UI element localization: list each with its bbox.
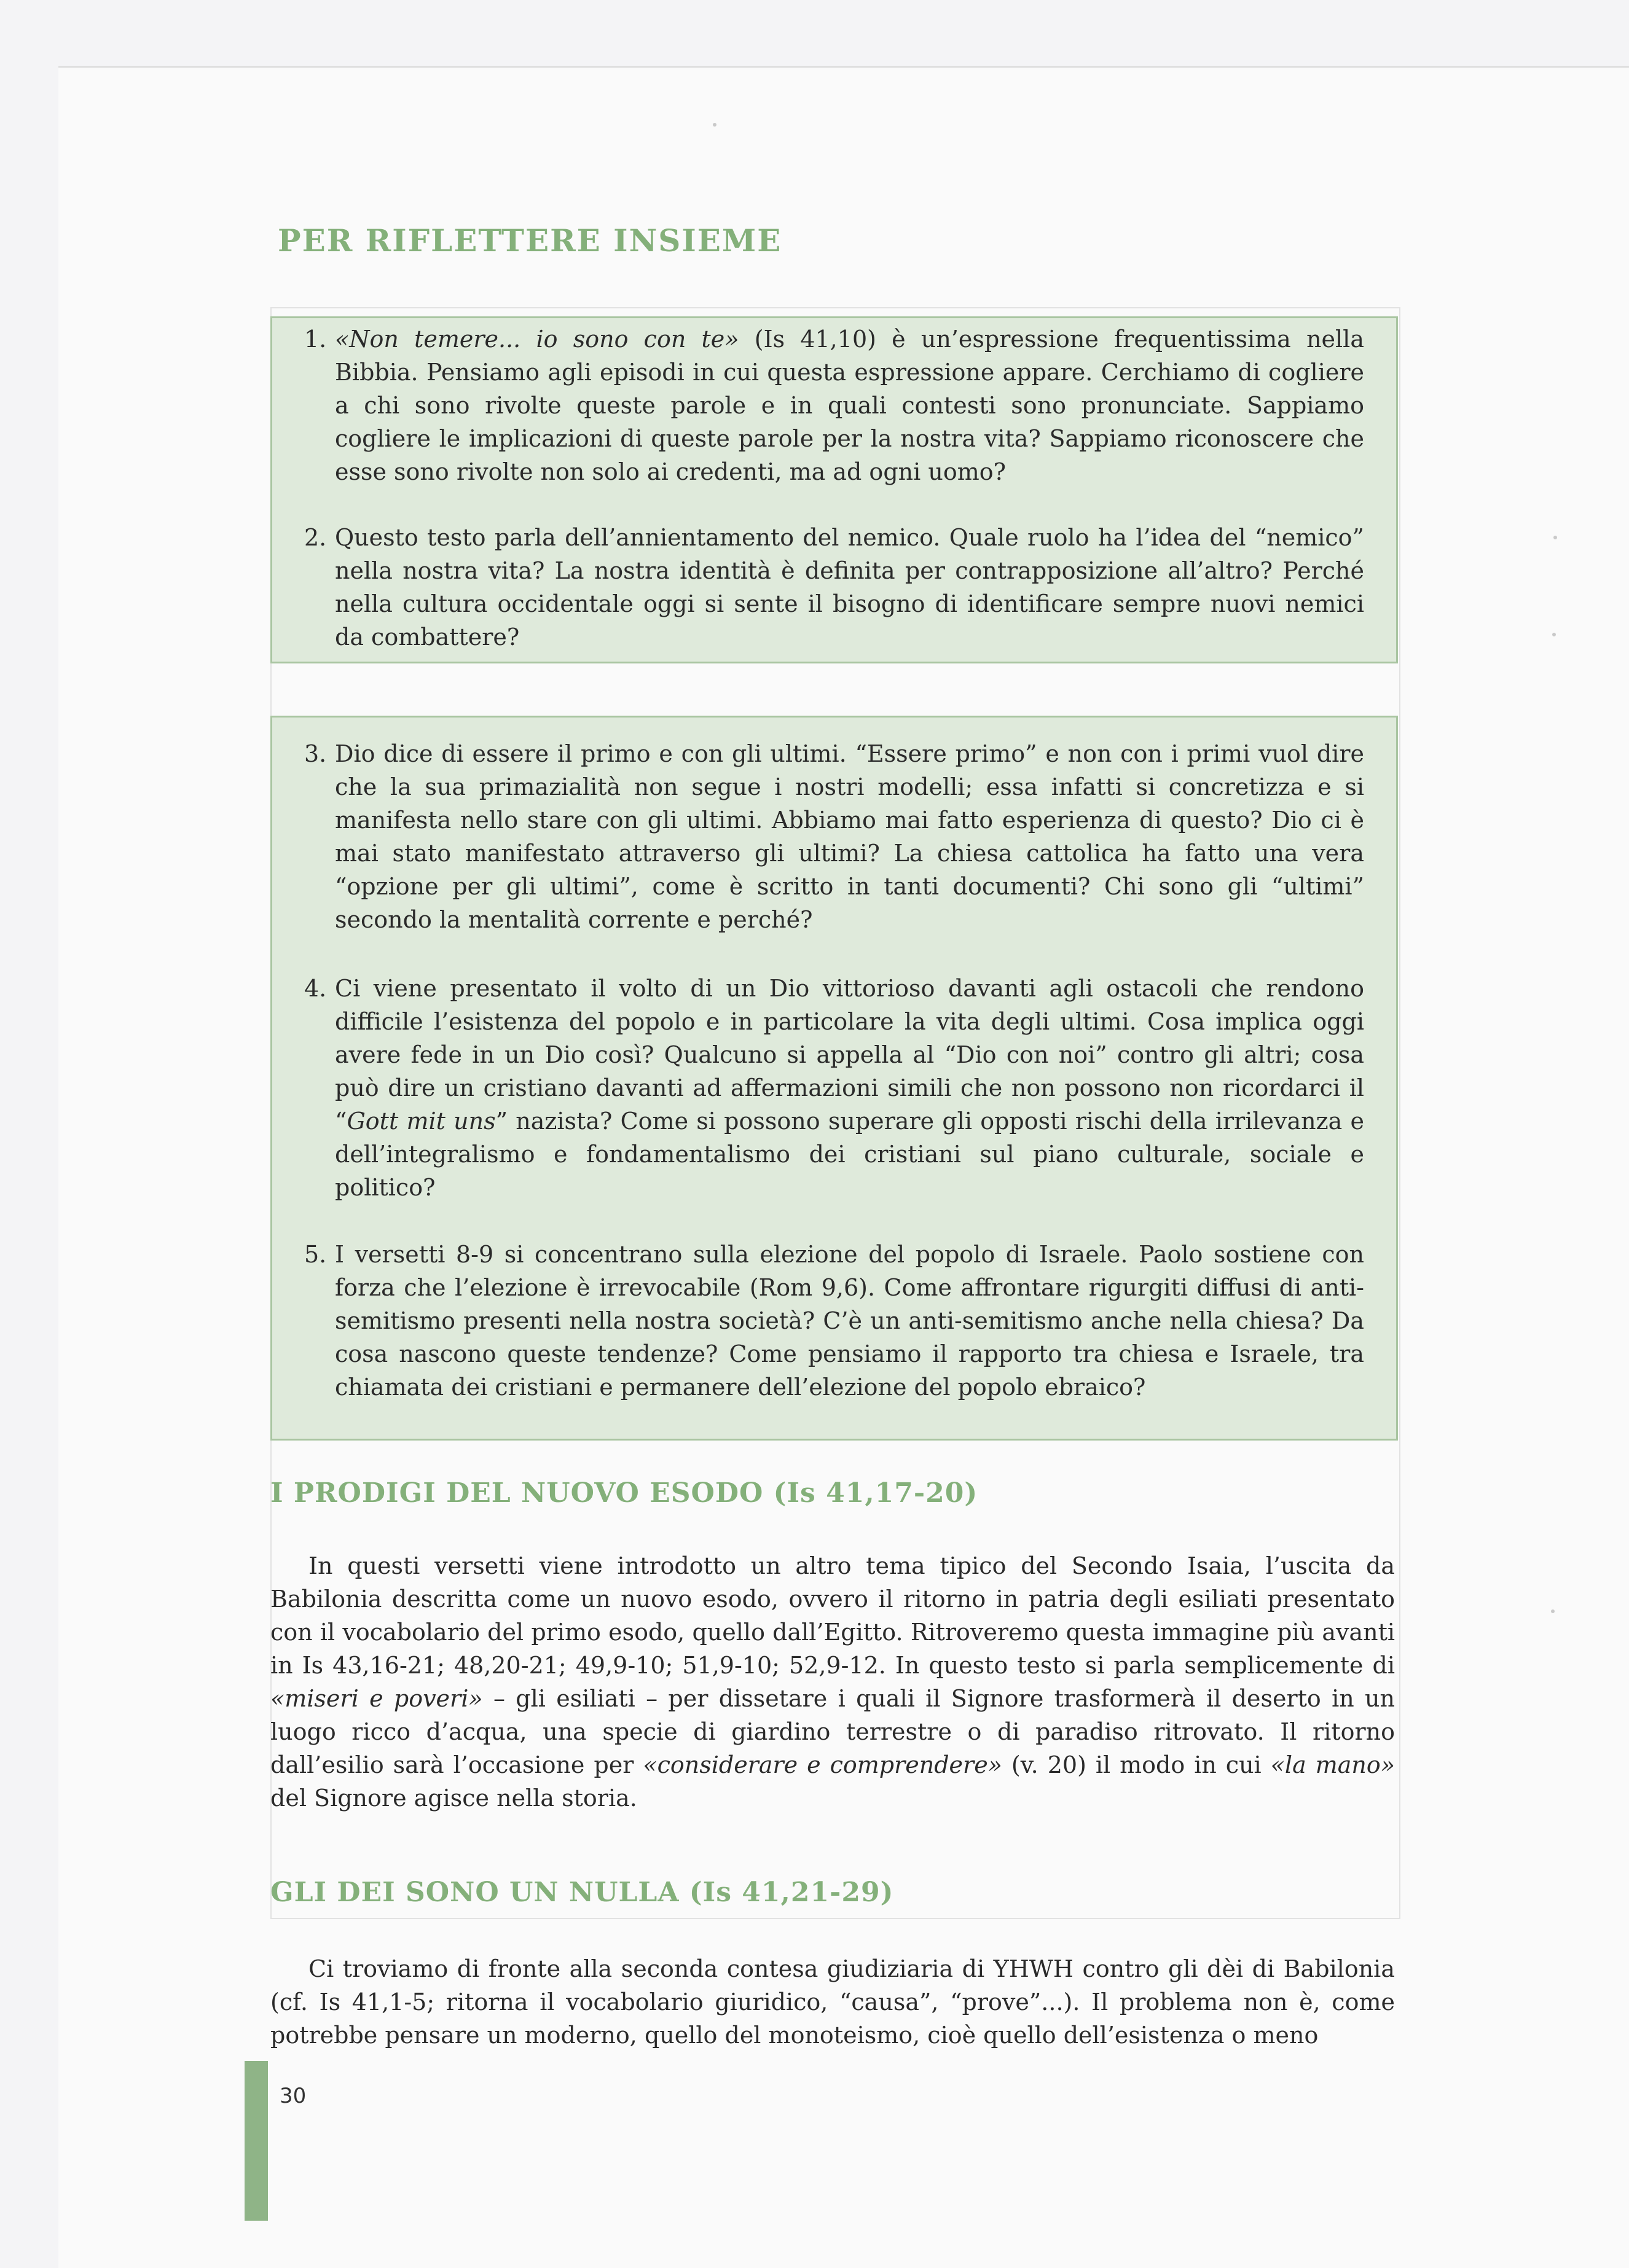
scan-speck [713,123,716,127]
paragraph-quote: «la mano» [1270,1751,1395,1778]
question-2 [304,521,1364,654]
question-quote: «Non temere... io sono con te» [335,326,739,353]
scan-speck [1551,1609,1555,1613]
question-number: 5. [304,1241,327,1268]
paragraph-text: – gli esiliati – per dissetare i quali il Signore trasformerà il deserto in un luogo ricco d’acqua, una specie di giardino terrestre o di paradiso ritrovato. Il ritorno dall’esilio sarà l’occasione per [270,1685,1395,1778]
scan-speck [1553,536,1557,539]
paragraph-quote: «considerare e comprendere» [643,1751,1002,1778]
paragraph-dei: Ci troviamo di fronte alla seconda contesa giudiziaria di YHWH contro gli dèi di Babilonia (cf. Is 41,1-5; ritorna il vocabolario giuridico, “causa”, “prove”...). Il problema non è, come potrebbe pensare un moderno, quello del monoteismo, cioè quello dell’esistenza o meno [270,1955,1395,2049]
scan-speck [1552,633,1556,636]
paragraph-quote: «miseri e poveri» [270,1685,483,1712]
paragraph-text: (v. 20) il modo in cui [1002,1751,1271,1778]
paragraph-text: In questi versetti viene introdotto un altro tema tipico del Secondo Isaia, l’uscita da Babilonia descritta come un nuovo esodo, ovvero il ritorno in patria degli esiliati presentato con il vocabolario del primo esodo, quello dall’Egitto. Ritroveremo questa immagine più avanti in Is 43,16-21; 48,20-21; 49,9-10; 51,9-10; 52,9-12. In questo testo si parla semplicemente di [270,1552,1395,1679]
question-number: 1. [304,326,327,353]
question-text: (Is 41,10) è un’espressione frequentissima nella Bibbia. Pensiamo agli episodi in cui questa espressione appare. Cerchiamo di cogliere a chi sono rivolte queste parole e in quali contesti sono pronunciate. Sappiamo cogliere le implicazioni di queste parole per la nostra vita? Sappiamo riconoscere che esse sono rivolte non solo ai credenti, ma ad ogni uomo? [335,326,1364,485]
question-italic: Gott mit uns [347,1108,496,1135]
page-number: 30 [280,2084,307,2108]
question-1 [304,323,1364,488]
section-title-prodigi: I PRODIGI DEL NUOVO ESODO (Is 41,17-20) [270,1477,978,1509]
question-text-a: Ci viene presentato il volto di un Dio vittorioso davanti agli ostacoli che rendono difficile l’esistenza del popolo e in particolare la vita degli ultimi. Cosa implica oggi avere fede in un Dio così? Qualcuno si appella al “Dio con noi” contro gli altri; cosa può dire un cristiano davanti ad affermazioni simili che non possono non ricordarci il “ [335,975,1364,1135]
question-number: 3. [304,740,327,767]
question-number: 4. [304,975,327,1002]
paragraph-prodigi [270,1549,1395,1815]
question-4 [304,972,1365,1204]
question-3 [304,737,1364,936]
question-5 [304,1238,1364,1404]
section-title-riflettere: PER RIFLETTERE INSIEME [278,222,782,259]
paragraph-text: del Signore agisce nella storia. [270,1785,637,1812]
question-text: Questo testo parla dell’annientamento del nemico. Quale ruolo ha l’idea del “nemico” nella nostra vita? La nostra identità è definita per contrapposizione all’altro? Perché nella cultura occidentale oggi si sente il bisogno di identificare sempre nuovi nemici da combattere? [335,524,1364,651]
page-number-bar [245,2061,268,2221]
question-text: Dio dice di essere il primo e con gli ultimi. “Essere primo” e non con i primi vuol dire che la sua primazialità non segue i nostri modelli; essa infatti si concretizza e si manifesta nello stare con gli ultimi. Abbiamo mai fatto esperienza di questo? Dio ci è mai stato manifestato attraverso gli ultimi? La chiesa cattolica ha fatto una vera “opzione per gli ultimi”, come è scritto in tanti documenti? Chi sono gli “ultimi” secondo la mentalità corrente e perché? [335,740,1364,933]
section-title-dei: GLI DEI SONO UN NULLA (Is 41,21-29) [270,1877,894,1908]
question-text: I versetti 8-9 si concentrano sulla elezione del popolo di Israele. Paolo sostiene con forza che l’elezione è irrevocabile (Rom 9,6). Come affrontare rigurgiti diffusi di anti-semitismo presenti nella nostra società? C’è un anti-semitismo anche nella chiesa? Da cosa nascono queste tendenze? Come pensiamo il rapporto tra chiesa e Israele, tra chiamata dei cristiani e permanere dell’elezione del popolo ebraico? [335,1241,1364,1401]
question-number: 2. [304,524,327,551]
question-text-b: ” nazista? Come si possono superare gli opposti rischi della irrilevanza e dell’integralismo e fondamentalismo dei cristiani sul piano culturale, sociale e politico? [335,1108,1365,1201]
